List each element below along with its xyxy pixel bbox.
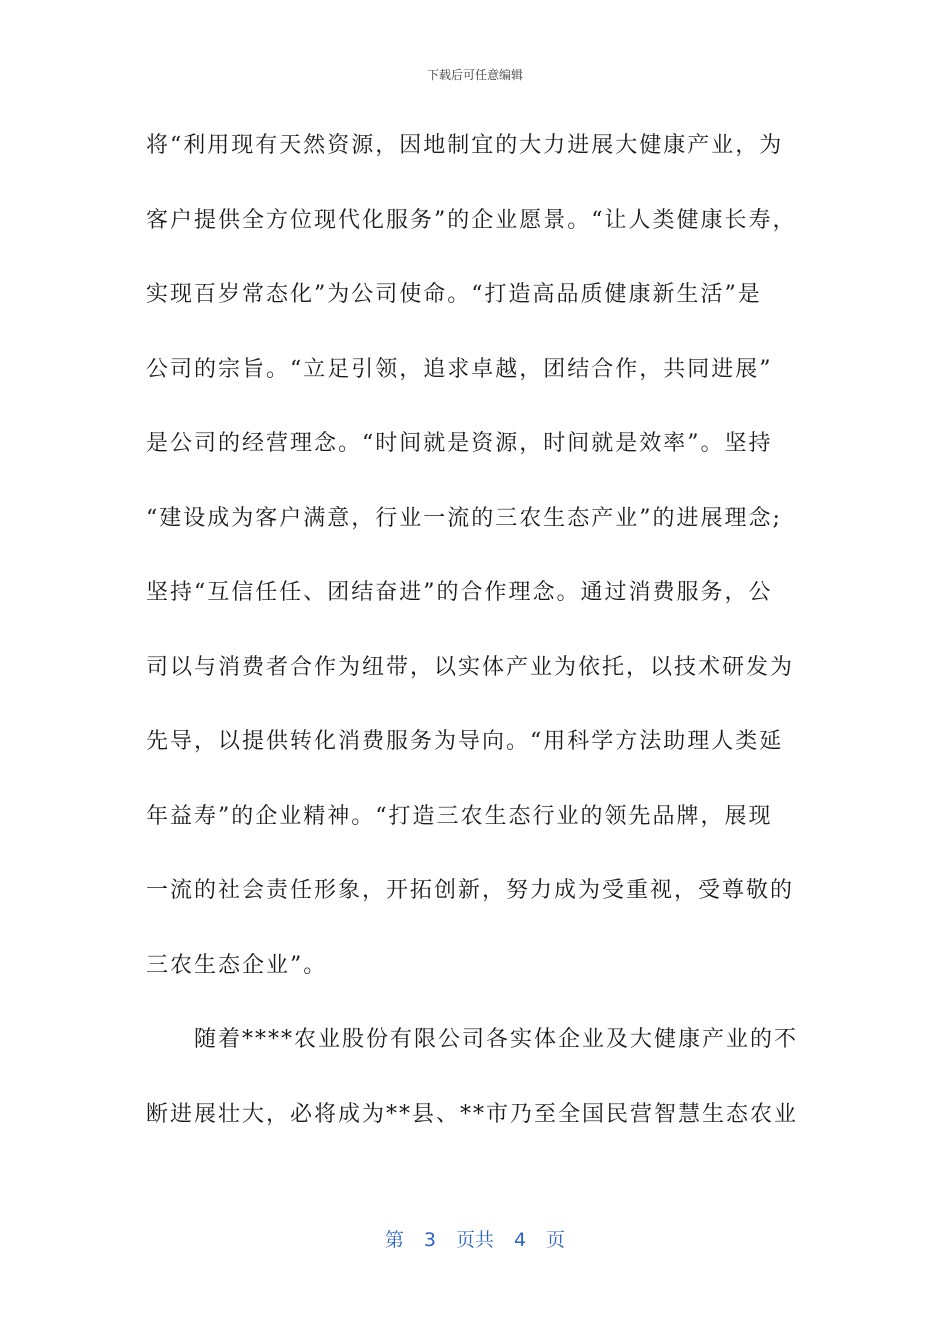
text-line: 是公司的经营理念。“时间就是资源，时间就是效率”。坚持 [146,431,773,456]
paragraph-first-line: 随着****农业股份有限公司各实体企业及大健康产业的不 [194,1027,799,1052]
text-line: 实现百岁常态化”为公司使命。“打造高品质健康新生活”是 [146,282,762,307]
text-line: 先导，以提供转化消费服务为导向。“用科学方法助理人类延 [146,729,784,754]
text-line: “建设成为客户满意，行业一流的三农生态产业”的进展理念; [146,505,782,531]
page-number-footer: 第 3 页共 4 页 [384,1229,566,1251]
text-line: 客户提供全方位现代化服务”的企业愿景。“让人类健康长寿， [146,207,797,233]
text-line: 年益寿”的企业精神。“打造三农生态行业的领先品牌，展现 [146,803,773,829]
text-line: 三农生态企业”。 [146,952,328,978]
document-body [146,128,806,1171]
text-line: 公司的宗旨。“立足引领，追求卓越，团结合作，共同进展” [146,356,773,382]
text-line: 司以与消费者合作为纽带，以实体产业为依托，以技术研发为 [146,654,795,680]
text-line: 坚持“互信任任、团结奋进”的合作理念。通过消费服务，公 [146,580,773,605]
text-line: 断进展壮大，必将成为**县、**市乃至全国民营智慧生态农业 [146,1101,799,1127]
text-line: 一流的社会责任形象，开拓创新，努力成为受重视，受尊敬的 [146,878,795,903]
page-header-note: 下载后可任意编辑 [426,68,523,82]
text-line: 将“利用现有天然资源，因地制宜的大力进展大健康产业，为 [146,133,784,158]
